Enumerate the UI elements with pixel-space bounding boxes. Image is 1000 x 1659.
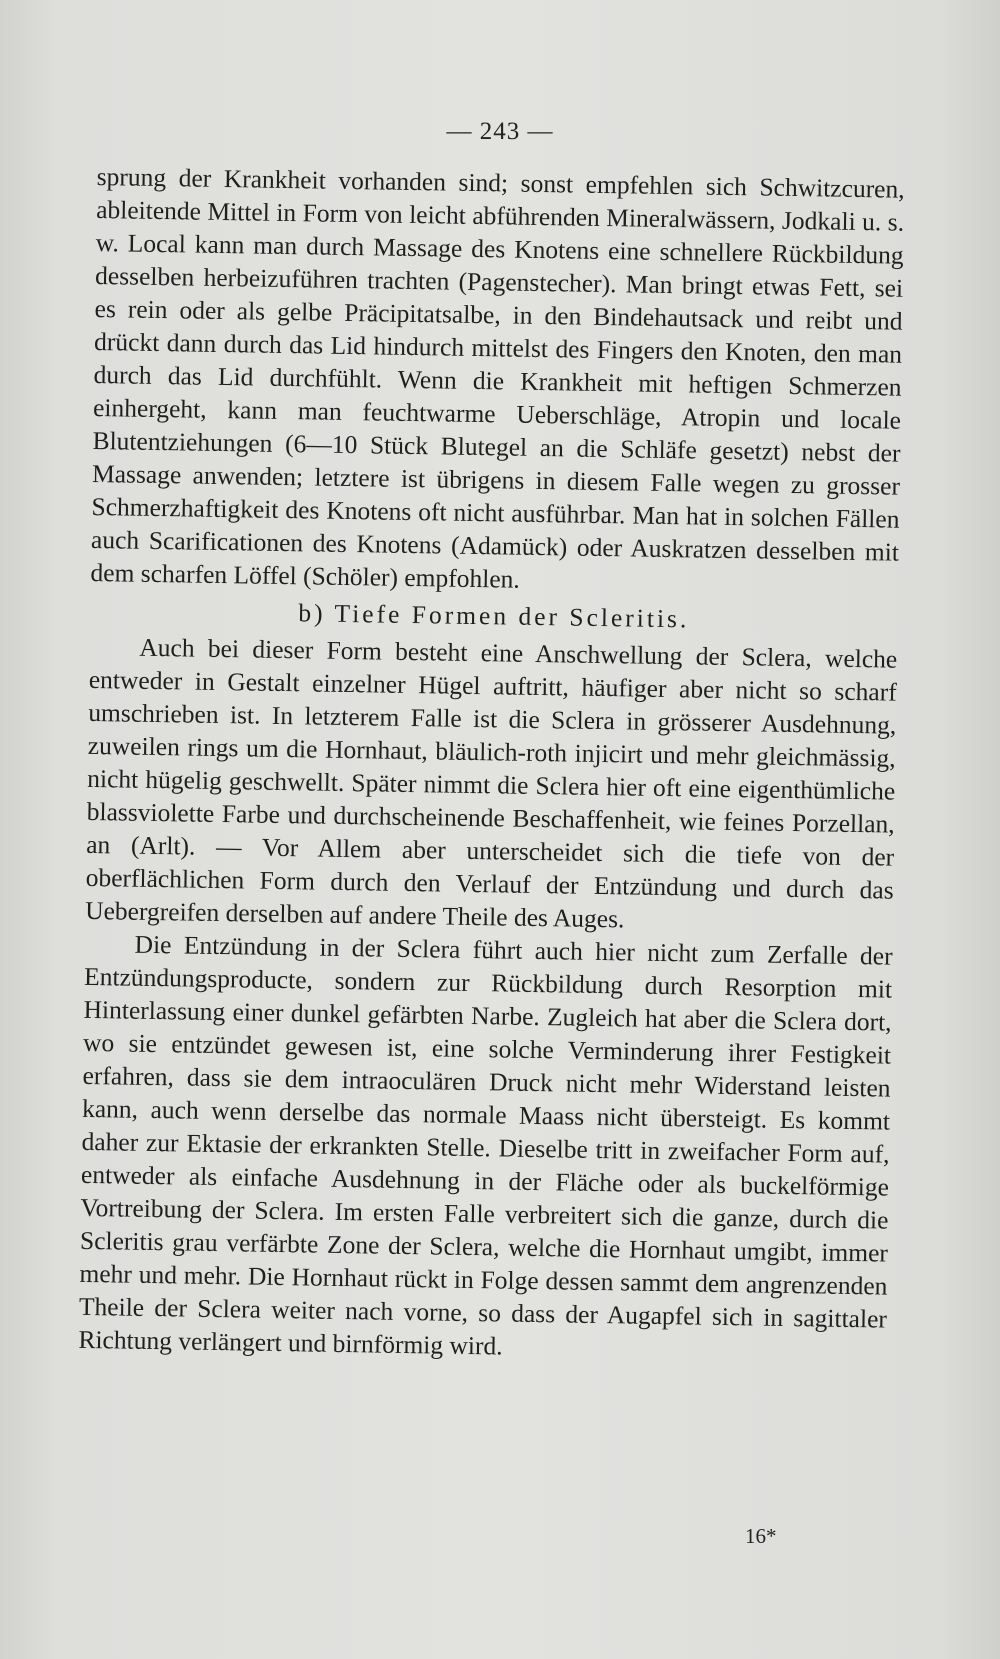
body-text <box>78 160 905 1369</box>
paragraph-2: Auch bei dieser Form besteht eine Anschwellung der Sclera, welche entweder in Gestalt einzelner Hügel auftritt, häufiger aber nicht so scharf umschrieben ist. In letzterem Falle ist die Sclera in grösserer Ausdehnung, zuweilen rings um die Hornhaut, bläulich-roth injicirt und mehr gleichmässig, nicht hügelig geschwellt. Später nimmt die Sclera hier oft eine eigenthümliche blassviolette Farbe und durchscheinende Beschaffenheit, wie feines Porzellan, an (Arlt). — Vor Allem aber unterscheidet sich die tiefe von der oberflächlichen Form durch den Verlauf der Entzündung und durch das Uebergreifen derselben auf andere Theile des Auges. <box>84 632 898 934</box>
paragraph-3: Die Entzündung in der Sclera führt auch hier nicht zum Zerfalle der Entzündungsproducte, sondern zur Rückbildung durch Resorption mit Hinterlassung einer dunkel gefärbten Narbe. Zugleich hat aber die Sclera dort, wo sie entzündet gewesen ist, eine solche Verminderung ihrer Festigkeit erfahren, dass sie dem intraoculären Druck nicht mehr Widerstand leisten kann, auch wenn derselbe das normale Maass nicht übersteigt. Es kommt daher zur Ektasie der erkrankten Stelle. Dieselbe tritt in zweifacher Form auf, entweder als einfache Ausdehnung in der Fläche oder als buckelförmige Vortreibung der Sclera. Im ersten Falle verbreitert sich die ganze, durch die Scleritis grau verfärbte Zone der Sclera, welche die Hornhaut umgibt, immer mehr und mehr. Die Hornhaut rückt in Folge dessen sammt dem angrenzenden Theile der Sclera weiter nach vorne, so dass der Augapfel sich in sagittaler Richtung verlängert und birnförmig wird. <box>78 929 893 1361</box>
section-heading-text: b) Tiefe Formen der Scleritis. <box>298 598 690 634</box>
page-number-header: — 243 — <box>446 118 554 145</box>
paragraph-1: sprung der Krankheit vorhanden sind; sonst empfehlen sich Schwitzcuren, ableitende Mittel in Form von leicht abführenden Mineralwässern, Jodkali u. s. w. Local kann man durch Massage des Knotens eine schnellere Rückbildung desselben herbeizuführen trachten (Pagenstecher). Man bringt etwas Fett, sei es rein oder als gelbe Präcipitatsalbe, in den Bindehautsack und reibt und drückt dann durch das Lid hindurch mittelst des Fingers den Knoten, den man durch das Lid durchfühlt. Wenn die Krankheit mit heftigen Schmerzen einhergeht, kann man feuchtwarme Ueberschläge, Atropin und locale Blutentziehungen (6—10 Stück Blutegel an die Schläfe gesetzt) nebst der Massage anwenden; letztere ist übrigens in diesem Falle wegen zu grosser Schmerzhaftigkeit des Knotens oft nicht ausführbar. Man hat in solchen Fällen auch Scarificationen des Knotens (Adamück) oder Auskratzen desselben mit dem scharfen Löffel (Schöler) empfohlen. <box>90 161 905 594</box>
signature-mark: 16* <box>745 1524 777 1548</box>
